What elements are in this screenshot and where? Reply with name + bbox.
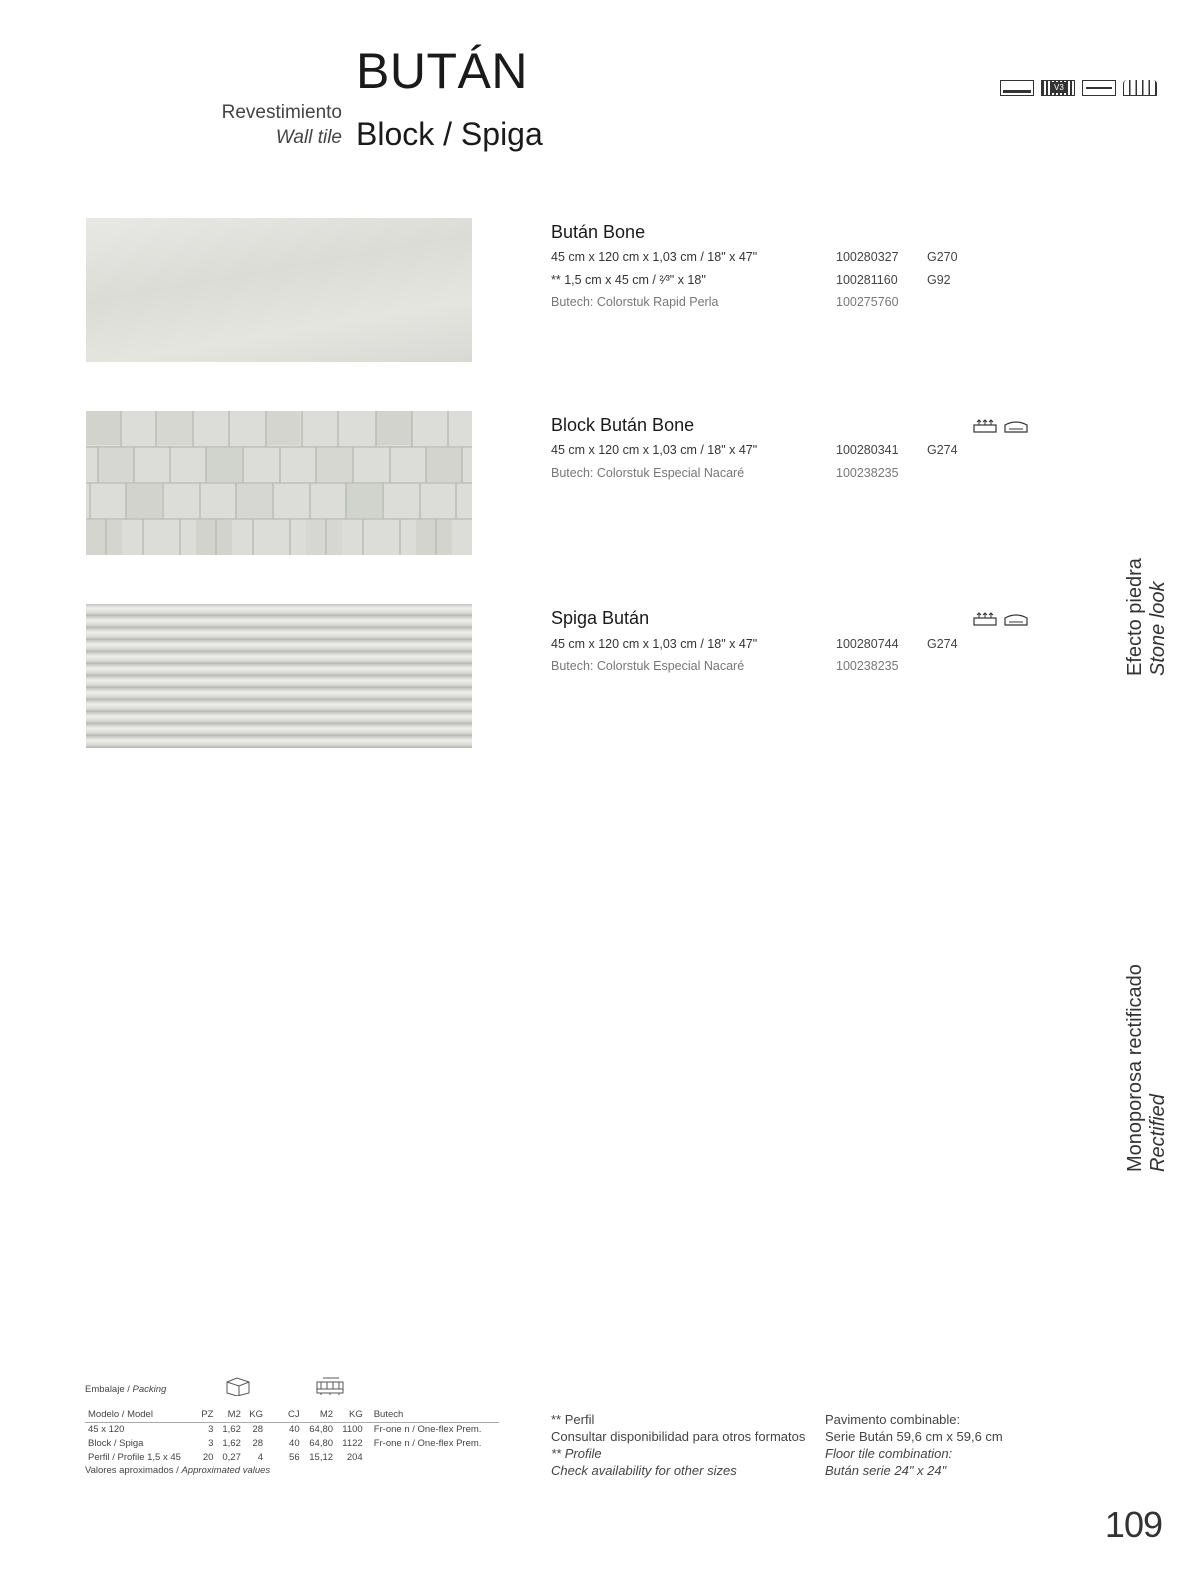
look-label-es: Efecto piedra (1124, 558, 1146, 676)
product-code: 100280341 (836, 443, 899, 457)
body-label-en: Rectified (1147, 1094, 1169, 1172)
tile-image-block-butan-bone (86, 411, 472, 555)
product-spec: ** 1,5 cm x 45 cm / ²⁄³" x 18" (551, 273, 706, 287)
packing-grid (85, 1408, 499, 1465)
tile-image-butan-bone (86, 218, 472, 362)
category-label-es: Revestimiento (221, 102, 342, 123)
relief-icon (973, 419, 997, 433)
floor-combination-note (825, 1411, 1003, 1479)
category-label-en: Wall tile (275, 127, 342, 148)
look-label-en: Stone look (1147, 581, 1169, 676)
table-row: 45 x 120 3 1,62 28 40 64,80 1100 Fr-one n / One-flex Prem. (88, 1424, 482, 1435)
table-row: Perfil / Profile 1,5 x 45 20 0,27 4 56 15,12 204 (88, 1452, 363, 1463)
profile-note-text-en: Check availability for other sizes (551, 1463, 737, 1478)
butech-product: Butech: Colorstuk Rapid Perla (551, 295, 719, 309)
table-row: Block / Spiga 3 1,62 28 40 64,80 1122 Fr-one n / One-flex Prem. (88, 1438, 482, 1449)
profile-note-title-es: ** Perfil (551, 1412, 595, 1427)
packing-table (85, 1380, 499, 1476)
product-name-butan-bone: Bután Bone (551, 222, 646, 242)
page-number: 109 (1104, 1504, 1162, 1545)
product-spec: 45 cm x 120 cm x 1,03 cm / 18" x 47" (551, 637, 758, 651)
product-name-block-butan-bone: Block Bután Bone (551, 415, 695, 435)
rectified-edge-icon (1082, 80, 1116, 96)
floor-note-text-es: Serie Bután 59,6 cm x 59,6 cm (825, 1429, 1003, 1444)
collection-title: BUTÁN (356, 43, 528, 99)
profile-note-title-en: ** Profile (551, 1446, 602, 1461)
pallet-icon (313, 1376, 349, 1396)
floor-note-title-en: Floor tile combination: (825, 1446, 953, 1461)
side-label-body (1124, 964, 1170, 1172)
packing-label: Embalaje / Packing (85, 1384, 167, 1395)
butech-code: 100238235 (836, 659, 899, 673)
product-group: G92 (927, 273, 951, 287)
floor-note-title-es: Pavimento combinable: (825, 1412, 961, 1427)
packing-footnote: Valores aproximados / Approximated values (85, 1465, 271, 1476)
tile-type-icons (1000, 80, 1157, 96)
profile-note (551, 1411, 805, 1479)
box-icon (225, 1376, 251, 1396)
product-spec: 45 cm x 120 cm x 1,03 cm / 18" x 47" (551, 250, 758, 264)
butech-product: Butech: Colorstuk Especial Nacaré (551, 659, 745, 673)
3d-surface-icon (1004, 612, 1028, 626)
v3-variation-icon: V3 (1041, 80, 1075, 96)
wall-application-icon (1123, 80, 1157, 96)
profile-note-text-es: Consultar disponibilidad para otros formatos (551, 1429, 806, 1444)
relief-icon (973, 612, 997, 626)
3d-surface-icon (1004, 419, 1028, 433)
butech-code: 100275760 (836, 295, 899, 309)
product-group: G274 (927, 637, 958, 651)
product-group: G274 (927, 443, 958, 457)
floor-note-text-en: Bután serie 24" x 24" (825, 1463, 947, 1478)
product-code: 100281160 (836, 273, 898, 287)
butech-product: Butech: Colorstuk Especial Nacaré (551, 466, 745, 480)
product-spec: 45 cm x 120 cm x 1,03 cm / 18" x 47" (551, 443, 758, 457)
floor-tile-icon (1000, 80, 1034, 96)
product-code: 100280744 (836, 637, 899, 651)
product-name-spiga-butan: Spiga Bután (551, 608, 650, 628)
table-header-row: Modelo / Model PZ M2 KG CJ M2 KG Butech (85, 1408, 499, 1423)
product-code: 100280327 (836, 250, 899, 264)
product-group: G270 (927, 250, 958, 264)
side-label-look (1124, 558, 1170, 676)
tile-image-spiga-butan (86, 604, 472, 748)
butech-code: 100238235 (836, 466, 899, 480)
body-label-es: Monoporosa rectificado (1124, 964, 1146, 1172)
collection-subtitle: Block / Spiga (356, 116, 543, 152)
